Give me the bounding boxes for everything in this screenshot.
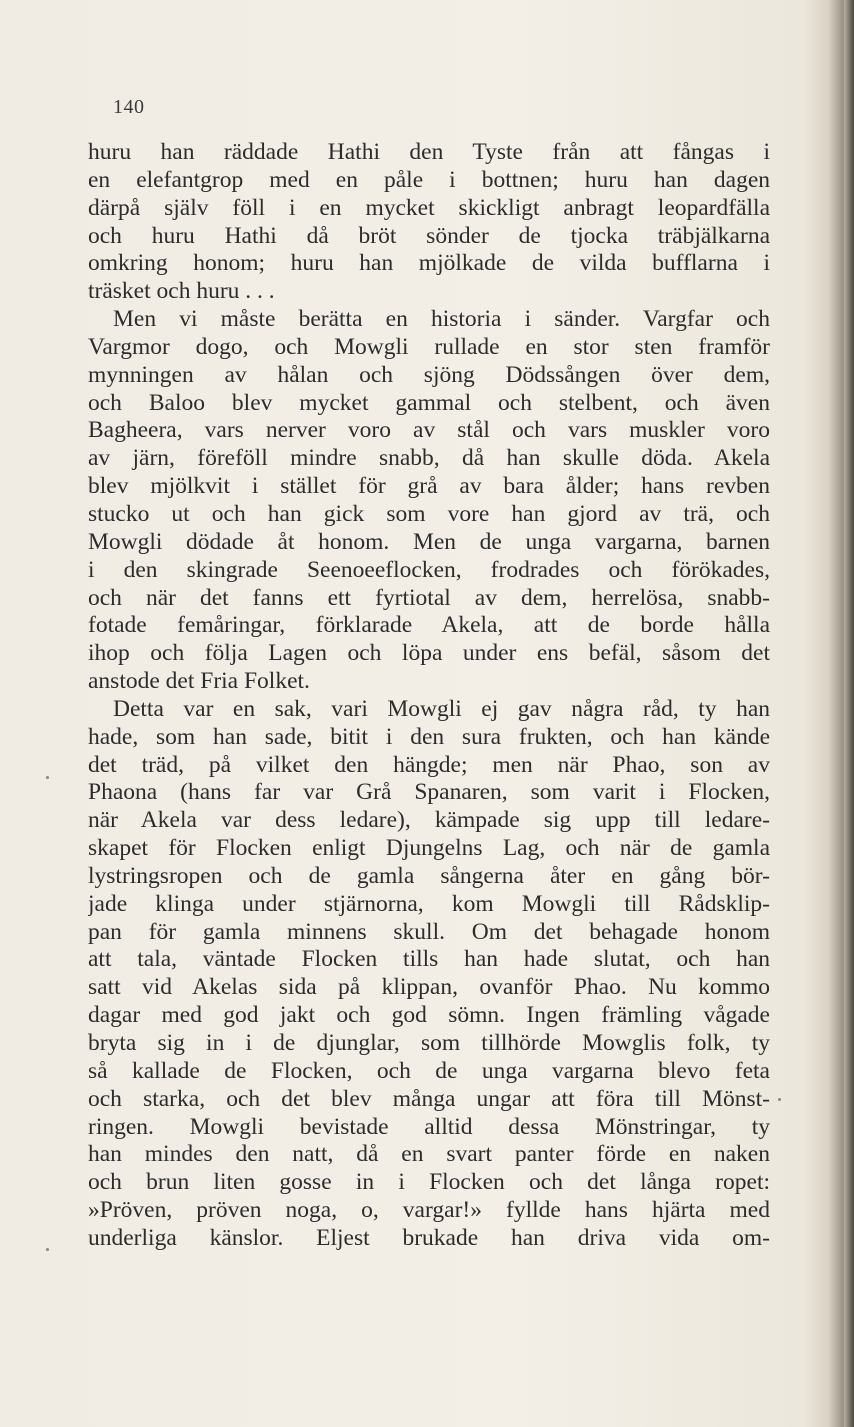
speck-mark	[46, 1248, 49, 1251]
text-line: »Pröven, pröven noga, o, vargar!» fyllde hans hjärta med	[88, 1197, 770, 1224]
text-line: och brun liten gosse in i Flocken och det långa ropet:	[88, 1169, 770, 1196]
text-line: därpå själv föll i en mycket skickligt anbragt leopardfälla	[88, 194, 770, 221]
text-line: mynningen av hålan och sjöng Dödssången över dem,	[88, 361, 770, 388]
text-line: när Akela var dess ledare), kämpade sig upp till ledare-	[88, 807, 770, 834]
text-line: av järn, föreföll mindre snabb, då han skulle döda. Akela	[88, 445, 770, 472]
text-line: ihop och följa Lagen och löpa under ens befäl, såsom det	[88, 640, 770, 667]
text-line: blev mjölkvit i stället för grå av bara ålder; hans revben	[88, 473, 770, 500]
text-line: Bagheera, vars nerver voro av stål och vars muskler voro	[88, 417, 770, 444]
text-line: stucko ut och han gick som vore han gjord av trä, och	[88, 500, 770, 527]
text-line: Detta var en sak, vari Mowgli ej gav några råd, ty han	[113, 695, 770, 722]
text-line: ringen. Mowgli bevistade alltid dessa Mönstringar, ty	[88, 1113, 770, 1140]
text-line: underliga känslor. Eljest brukade han driva vida om-	[88, 1224, 770, 1251]
text-line: bryta sig in i de djunglar, som tillhörde Mowglis folk, ty	[88, 1030, 770, 1056]
text-line: att tala, väntade Flocken tills han hade slutat, och han	[88, 946, 770, 973]
text-line: han mindes den natt, då en svart panter förde en naken	[88, 1141, 770, 1168]
text-line: det träd, på vilket den hängde; men när Phao, son av	[88, 751, 770, 778]
speck-mark	[778, 1098, 781, 1101]
page-number: 140	[113, 96, 145, 118]
text-line: och starka, och det blev många ungar att föra till Mönst-	[88, 1085, 770, 1112]
text-line: Mowgli dödade åt honom. Men de unga vargarna, barnen	[88, 528, 770, 555]
text-line: och Baloo blev mycket gammal och stelbent, och även	[88, 389, 770, 416]
body-text	[88, 139, 770, 1253]
text-line: jade klinga under stjärnorna, kom Mowgli till Rådsklip-	[88, 890, 770, 917]
text-line: huru han räddade Hathi den Tyste från att fångas i	[88, 139, 770, 165]
text-line: Men vi måste berätta en historia i sänder. Vargfar och	[113, 306, 770, 333]
text-line: Vargmor dogo, och Mowgli rullade en stor sten framför	[88, 333, 770, 360]
text-line: hade, som han sade, bitit i den sura frukten, och han kände	[88, 723, 770, 750]
speck-mark	[46, 776, 49, 779]
text-line: och huru Hathi då bröt sönder de tjocka träbjälkarna	[88, 222, 770, 249]
text-line: dagar med god jakt och god sömn. Ingen främling vågade	[88, 1002, 770, 1029]
book-spine-shadow	[844, 0, 854, 1427]
text-line: anstode det Fria Folket.	[88, 668, 310, 695]
text-line: pan för gamla minnens skull. Om det behagade honom	[88, 918, 770, 945]
text-line: i den skingrade Seenoeeflocken, frodrades och förökades,	[88, 556, 770, 583]
text-line: så kallade de Flocken, och de unga vargarna blevo feta	[88, 1057, 770, 1084]
text-line: och när det fanns ett fyrtiotal av dem, herrelösa, snabb-	[88, 584, 770, 611]
text-line: Phaona (hans far var Grå Spanaren, som varit i Flocken,	[88, 779, 770, 806]
text-line: fotade femåringar, förklarade Akela, att de borde hålla	[88, 612, 770, 639]
text-line: träsket och huru . . .	[88, 278, 275, 305]
text-line: skapet för Flocken enligt Djungelns Lag, och när de gamla	[88, 835, 770, 862]
text-line: lystringsropen och de gamla sångerna åter en gång bör-	[88, 862, 770, 889]
text-line: satt vid Akelas sida på klippan, ovanför Phao. Nu kommo	[88, 974, 770, 1001]
text-line: omkring honom; huru han mjölkade de vilda bufflarna i	[88, 250, 770, 277]
text-line: en elefantgrop med en påle i bottnen; huru han dagen	[88, 166, 770, 193]
